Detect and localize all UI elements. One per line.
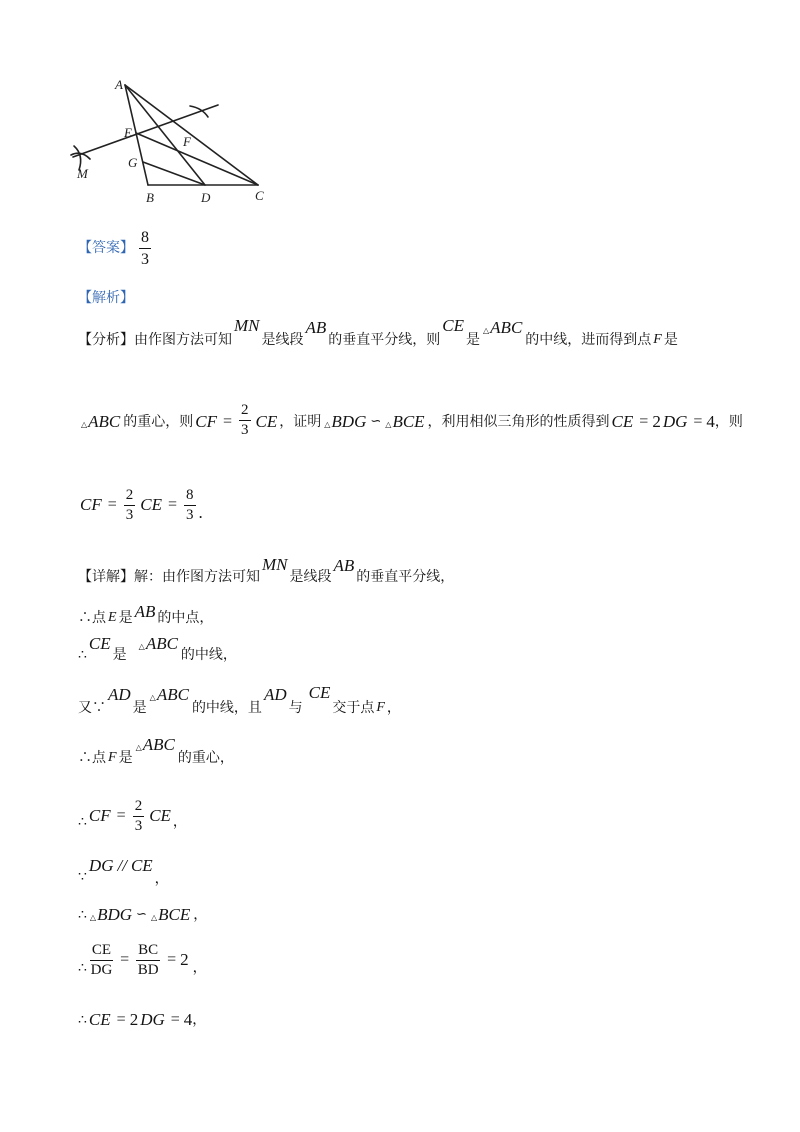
fraction <box>90 942 113 979</box>
text-run: 的中点， <box>157 610 214 626</box>
fraction-numerator: 2 <box>124 487 136 506</box>
analysis-line <box>78 480 203 530</box>
fraction-numerator: 8 <box>184 487 196 506</box>
fraction <box>124 487 136 524</box>
math-term: CE <box>442 316 465 335</box>
math-operator: = <box>167 951 177 968</box>
triangle-symbol: △ <box>138 642 145 651</box>
text-run: 与 <box>288 700 303 716</box>
parallel-symbol: // <box>117 856 127 875</box>
math-term: CF <box>88 806 111 825</box>
fraction-denominator: 3 <box>125 506 134 523</box>
math-term: ABC <box>142 735 175 754</box>
math-term: ABC <box>88 412 121 431</box>
answer-line <box>78 223 154 273</box>
fraction <box>184 487 196 524</box>
text-run: 是线段 <box>289 569 332 585</box>
triangle-symbol: △ <box>324 420 331 429</box>
text-run: 交于点 <box>332 700 375 716</box>
text-run: 的中线，且 <box>191 700 262 716</box>
fraction-denominator: 3 <box>134 817 143 834</box>
triangle-term <box>385 412 424 432</box>
math-number: 2 <box>129 1010 139 1029</box>
detail-line <box>78 995 206 1045</box>
text-run: ，证明 <box>279 414 322 430</box>
math-term: AD <box>108 685 131 704</box>
math-number: 4 <box>706 412 715 431</box>
text-run: ， <box>154 871 169 887</box>
triangle-symbol: △ <box>89 913 97 922</box>
math-term: CE <box>140 495 162 514</box>
geometry-figure <box>70 75 275 215</box>
text-run: ， <box>192 960 207 976</box>
analysis-line <box>78 397 743 447</box>
fraction-denominator: BD <box>137 961 159 978</box>
fraction <box>133 798 145 835</box>
label-m: M <box>77 166 88 181</box>
answer-fraction <box>139 228 151 269</box>
math-term: AB <box>333 556 355 575</box>
text-run: ∴点 <box>78 610 106 626</box>
math-operator: = <box>639 413 649 430</box>
math-number: 2 <box>652 412 661 431</box>
triangle-symbol: △ <box>150 913 158 922</box>
detail-line <box>78 890 207 940</box>
text-run: ， <box>192 1012 207 1028</box>
math-term: ABC <box>156 685 189 704</box>
label-c: C <box>255 188 264 203</box>
triangle-term <box>139 634 178 654</box>
math-term: BCE <box>158 905 191 924</box>
triangle-term <box>324 412 366 432</box>
therefore-symbol: ∴ <box>78 960 87 976</box>
math-term: CE <box>255 412 278 431</box>
triangle-term <box>81 412 120 432</box>
math-term: F <box>376 700 385 715</box>
math-term: BCE <box>392 412 425 431</box>
text-run: 是 <box>132 700 147 716</box>
fraction-numerator: 8 <box>139 228 151 249</box>
fraction-numerator: CE <box>90 942 113 961</box>
detail-label: 【详解】 <box>78 569 134 585</box>
math-term: CE <box>88 1010 111 1029</box>
math-term: CE <box>308 683 331 702</box>
fraction <box>136 942 160 979</box>
text-run: ，则 <box>714 414 743 430</box>
text-run: 的垂直平分线，则 <box>328 332 441 348</box>
math-term: CF <box>195 412 217 431</box>
fraction <box>239 402 251 439</box>
detail-line <box>78 630 237 680</box>
text-run: ∴ <box>78 647 87 663</box>
answer-label: 【答案】 <box>78 240 134 256</box>
text-run: 的中线， <box>180 647 237 663</box>
detail-line <box>78 937 207 987</box>
triangle-term <box>90 905 132 925</box>
math-term: CE <box>130 856 153 875</box>
math-term: F <box>108 750 117 765</box>
fraction-denominator: DG <box>90 961 113 978</box>
math-term: CE <box>149 806 171 825</box>
math-term: CE <box>88 634 111 653</box>
math-operator: = <box>223 413 233 430</box>
math-operator: = <box>107 496 117 513</box>
text-run: 是 <box>112 647 127 663</box>
math-term: CF <box>80 495 102 514</box>
text-run: ， <box>386 700 401 716</box>
math-term: MN <box>234 316 260 335</box>
math-operator: = <box>116 807 126 824</box>
fraction-denominator: 3 <box>186 506 194 523</box>
math-term: DG <box>140 1010 165 1029</box>
fraction-numerator: 2 <box>239 402 251 421</box>
detail-line <box>78 793 187 843</box>
triangle-symbol: △ <box>149 693 156 702</box>
fraction-numerator: BC <box>136 942 160 961</box>
solution-label: 【解析】 <box>78 290 134 306</box>
math-term: ABC <box>145 634 178 653</box>
therefore-symbol: ∴ <box>78 907 87 923</box>
triangle-symbol: △ <box>135 743 142 752</box>
fraction-denominator: 3 <box>141 250 149 268</box>
segment-ec <box>136 133 258 185</box>
triangle-symbol: △ <box>385 420 392 429</box>
label-a: A <box>115 77 123 92</box>
detail-line <box>78 733 234 783</box>
triangle-term <box>150 685 189 705</box>
text-run: 是线段 <box>261 332 304 348</box>
text-run: 是 <box>466 332 481 348</box>
math-number: 4 <box>183 1010 193 1029</box>
math-term: ABC <box>490 318 523 337</box>
math-operator: = <box>116 1011 126 1028</box>
math-term: AB <box>134 602 156 621</box>
similar-symbol: ∽ <box>370 414 382 429</box>
math-term: DG <box>662 412 688 431</box>
math-operator: = <box>693 413 703 430</box>
triangle-term <box>483 318 522 338</box>
math-operator: = <box>168 496 178 513</box>
therefore-symbol: ∴ <box>78 814 87 830</box>
text-run: 由作图方法可知 <box>134 332 232 348</box>
math-term: MN <box>262 555 288 574</box>
math-term: BDG <box>331 412 367 431</box>
text-run: 的中线，进而得到点 <box>525 332 652 348</box>
label-b: B <box>146 190 154 205</box>
triangle-term <box>136 735 175 755</box>
math-term: E <box>108 610 117 625</box>
text-run: 解：由作图方法可知 <box>134 569 260 585</box>
math-period: . <box>198 503 203 522</box>
text-run: 是 <box>118 610 133 626</box>
text-run: 的垂直平分线， <box>356 569 455 585</box>
math-number: 2 <box>180 950 189 969</box>
math-term: DG <box>88 856 114 875</box>
detail-line <box>78 683 401 733</box>
fraction-denominator: 3 <box>241 421 249 438</box>
fraction-numerator: 2 <box>133 798 145 817</box>
math-operator: = <box>170 1011 180 1028</box>
math-operator: = <box>120 951 130 968</box>
text-run: 是 <box>663 332 678 348</box>
text-run: 又∵ <box>78 700 106 716</box>
math-term: F <box>653 332 662 347</box>
math-term: AB <box>305 318 327 337</box>
triangle-symbol: △ <box>483 326 490 335</box>
line-mn <box>73 105 218 157</box>
text-run: 的重心， <box>177 750 234 766</box>
text-run: ∴点 <box>78 750 106 766</box>
text-run: 是 <box>118 750 133 766</box>
analysis-label: 【分析】 <box>78 332 134 348</box>
similar-symbol: ∽ <box>136 907 147 922</box>
text-run: ， <box>193 907 208 923</box>
text-run: ，利用相似三角形的性质得到 <box>427 414 610 430</box>
triangle-term <box>151 905 190 925</box>
analysis-line <box>78 315 678 365</box>
label-e: E <box>124 125 132 140</box>
math-term: BDG <box>97 905 133 924</box>
label-g: G <box>128 155 138 170</box>
text-run: ， <box>172 814 187 830</box>
triangle-symbol: △ <box>81 420 88 429</box>
math-term: AD <box>263 685 287 704</box>
therefore-symbol: ∴ <box>78 1012 87 1028</box>
text-run: 的重心，则 <box>123 414 194 430</box>
because-symbol: ∵ <box>78 869 87 885</box>
label-f: F <box>183 134 191 149</box>
label-d: D <box>201 190 211 205</box>
math-term: CE <box>611 412 634 431</box>
